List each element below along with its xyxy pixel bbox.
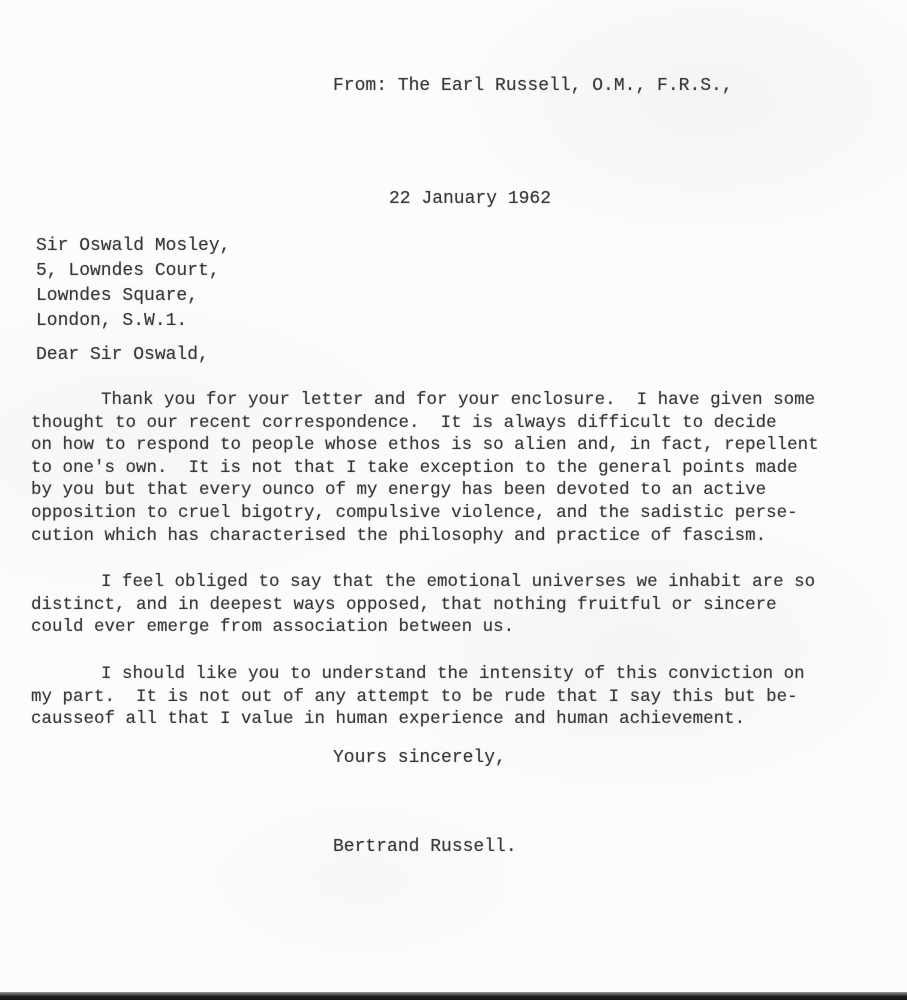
paragraph-1-line: Thank you for your letter and for your enclosure. I have given some (101, 390, 816, 410)
paragraph-3 (31, 663, 877, 731)
paragraph-3-line: causseof all that I value in human experience and human achievement. (31, 709, 746, 730)
paragraph-2-line: distinct, and in deepest ways opposed, that nothing fruitful or sincere (31, 594, 777, 615)
salutation: Dear Sir Oswald, (36, 345, 209, 365)
letterhead-from-line: From: The Earl Russell, O.M., F.R.S., (333, 76, 733, 96)
paragraph-2 (31, 571, 877, 639)
paragraph-1-line: on how to respond to people whose ethos is so alien and, in fact, repellent (31, 435, 819, 456)
address-line-square: Lowndes Square, (36, 286, 199, 306)
paragraph-2-line: could ever emerge from association between us. (31, 617, 515, 638)
paragraph-3-line: I should like you to understand the intensity of this conviction on (101, 663, 805, 684)
address-line-name: Sir Oswald Mosley, (36, 236, 231, 256)
letter-date: 22 January 1962 (389, 189, 552, 209)
paragraph-1-line: cution which has characterised the philosophy and practice of fascism. (31, 525, 767, 546)
paragraph-1-line: thought to our recent correspondence. It is always difficult to decide (31, 412, 777, 433)
recipient-address-block (36, 234, 230, 334)
address-line-city: London, S.W.1. (36, 311, 188, 331)
paragraph-1 (31, 389, 877, 547)
paragraph-1-line: by you but that every ounco of my energy has been devoted to an active (31, 480, 767, 501)
letter-body (31, 389, 877, 755)
paragraph-3-line: my part. It is not out of any attempt to be rude that I say this but be- (31, 686, 798, 707)
scan-bottom-edge (0, 992, 907, 1000)
signature-name: Bertrand Russell. (333, 837, 517, 857)
paragraph-2-line: I feel obliged to say that the emotional universes we inhabit are so (101, 572, 816, 593)
paragraph-1-line: to one's own. It is not that I take exception to the general points made (31, 457, 798, 478)
paragraph-1-line: opposition to cruel bigotry, compulsive violence, and the sadistic perse- (31, 502, 798, 523)
address-line-street: 5, Lowndes Court, (36, 261, 220, 281)
closing-valediction: Yours sincerely, (333, 748, 506, 768)
